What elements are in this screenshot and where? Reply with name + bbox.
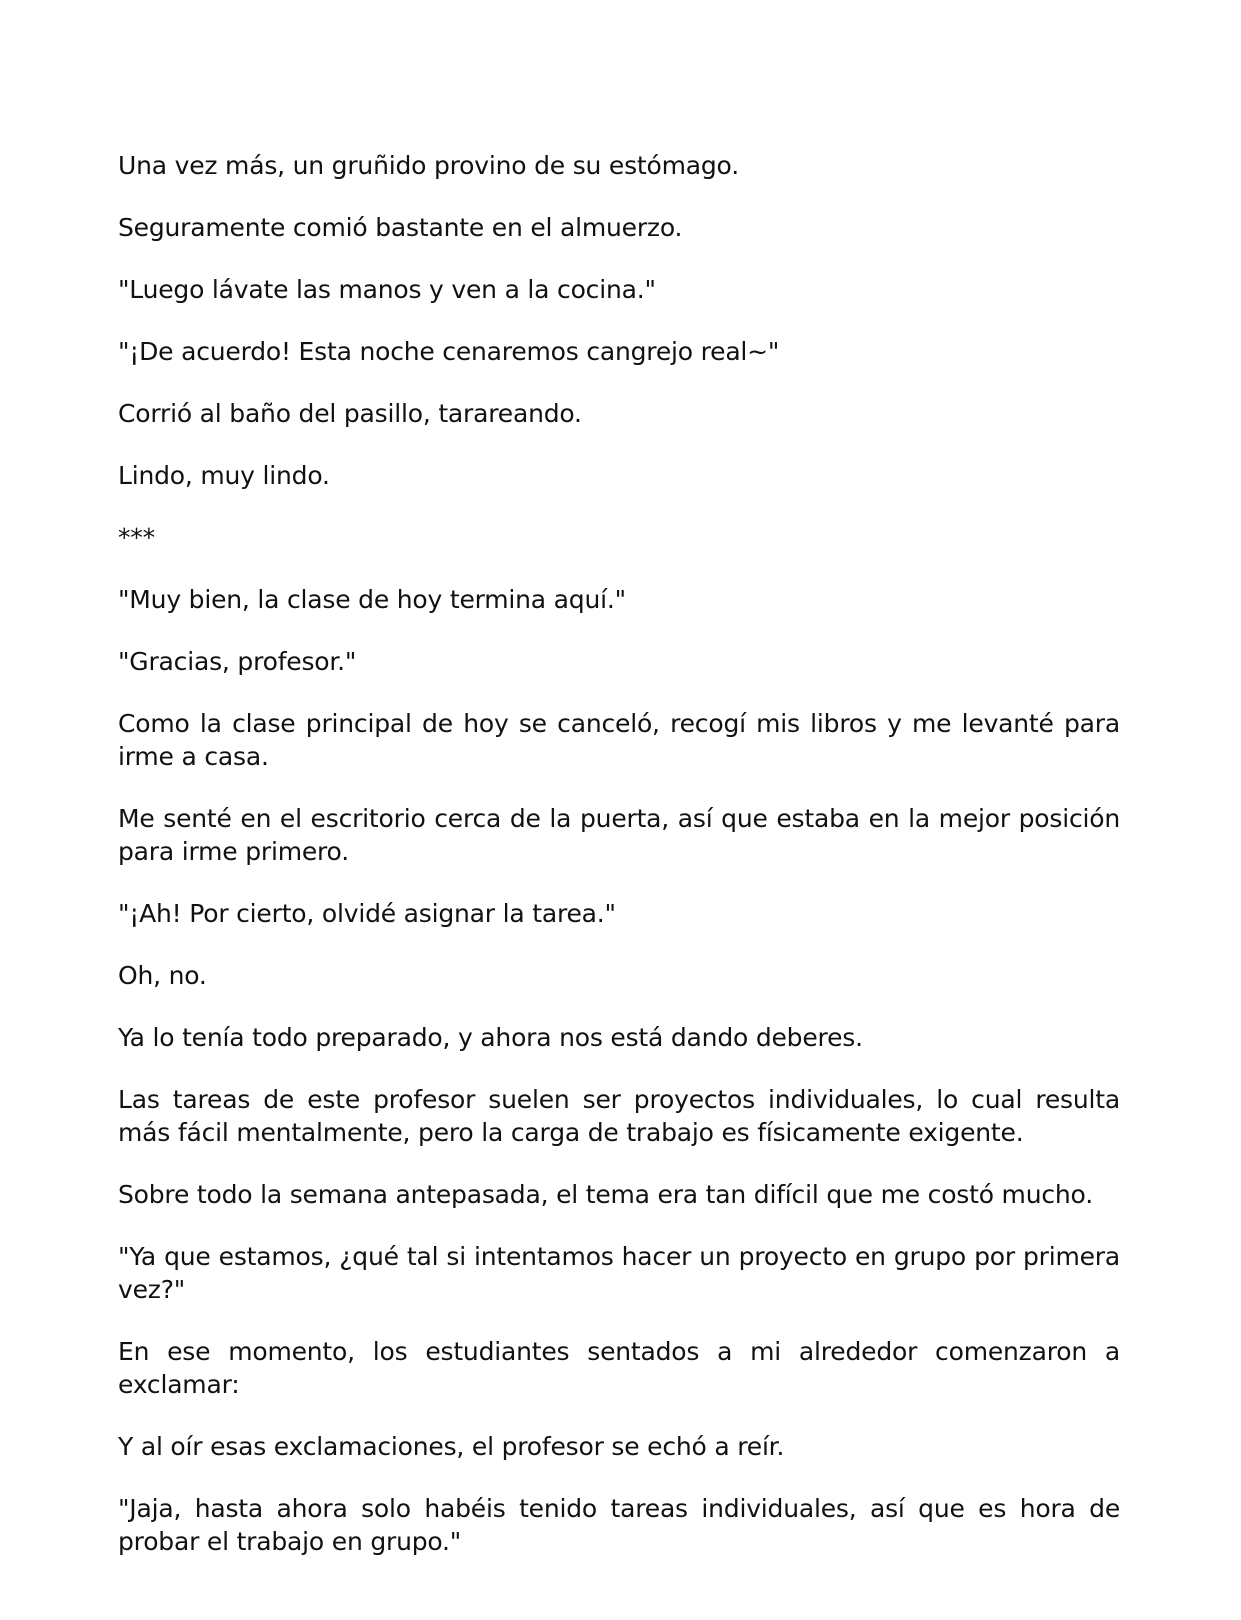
paragraph: Una vez más, un gruñido provino de su estómago. — [118, 151, 739, 180]
paragraph: "Luego lávate las manos y ven a la cocina." — [118, 275, 656, 304]
paragraph: "Jaja, hasta ahora solo habéis tenido tareas individuales, así que es hora de probar el trabajo en grupo." — [118, 1494, 1120, 1556]
paragraph: Me senté en el escritorio cerca de la puerta, así que estaba en la mejor posición para irme primero. — [118, 804, 1120, 866]
paragraph: "Gracias, profesor." — [118, 647, 357, 676]
paragraph: Seguramente comió bastante en el almuerzo. — [118, 213, 683, 242]
paragraph: "¡De acuerdo! Esta noche cenaremos cangrejo real~" — [118, 337, 780, 366]
paragraph: Ya lo tenía todo preparado, y ahora nos está dando deberes. — [118, 1023, 863, 1052]
scene-break: *** — [118, 523, 155, 552]
paragraph: "¡Ah! Por cierto, olvidé asignar la tarea." — [118, 899, 616, 928]
paragraph: En ese momento, los estudiantes sentados a mi alrededor comenzaron a exclamar: — [118, 1337, 1120, 1399]
paragraph: Sobre todo la semana antepasada, el tema era tan difícil que me costó mucho. — [118, 1180, 1093, 1209]
paragraph: "Ya que estamos, ¿qué tal si intentamos hacer un proyecto en grupo por primera vez?" — [118, 1242, 1120, 1304]
paragraph: Como la clase principal de hoy se canceló, recogí mis libros y me levanté para irme a casa. — [118, 709, 1120, 771]
paragraph: "Muy bien, la clase de hoy termina aquí." — [118, 585, 626, 614]
paragraph: Lindo, muy lindo. — [118, 461, 330, 490]
document-body — [118, 149, 1120, 1587]
paragraph: Corrió al baño del pasillo, tarareando. — [118, 399, 582, 428]
paragraph: Y al oír esas exclamaciones, el profesor se echó a reír. — [118, 1432, 785, 1461]
paragraph: Las tareas de este profesor suelen ser proyectos individuales, lo cual resulta más fácil mentalmente, pero la carga de trabajo es físicamente exigente. — [118, 1085, 1120, 1147]
paragraph: Oh, no. — [118, 961, 207, 990]
